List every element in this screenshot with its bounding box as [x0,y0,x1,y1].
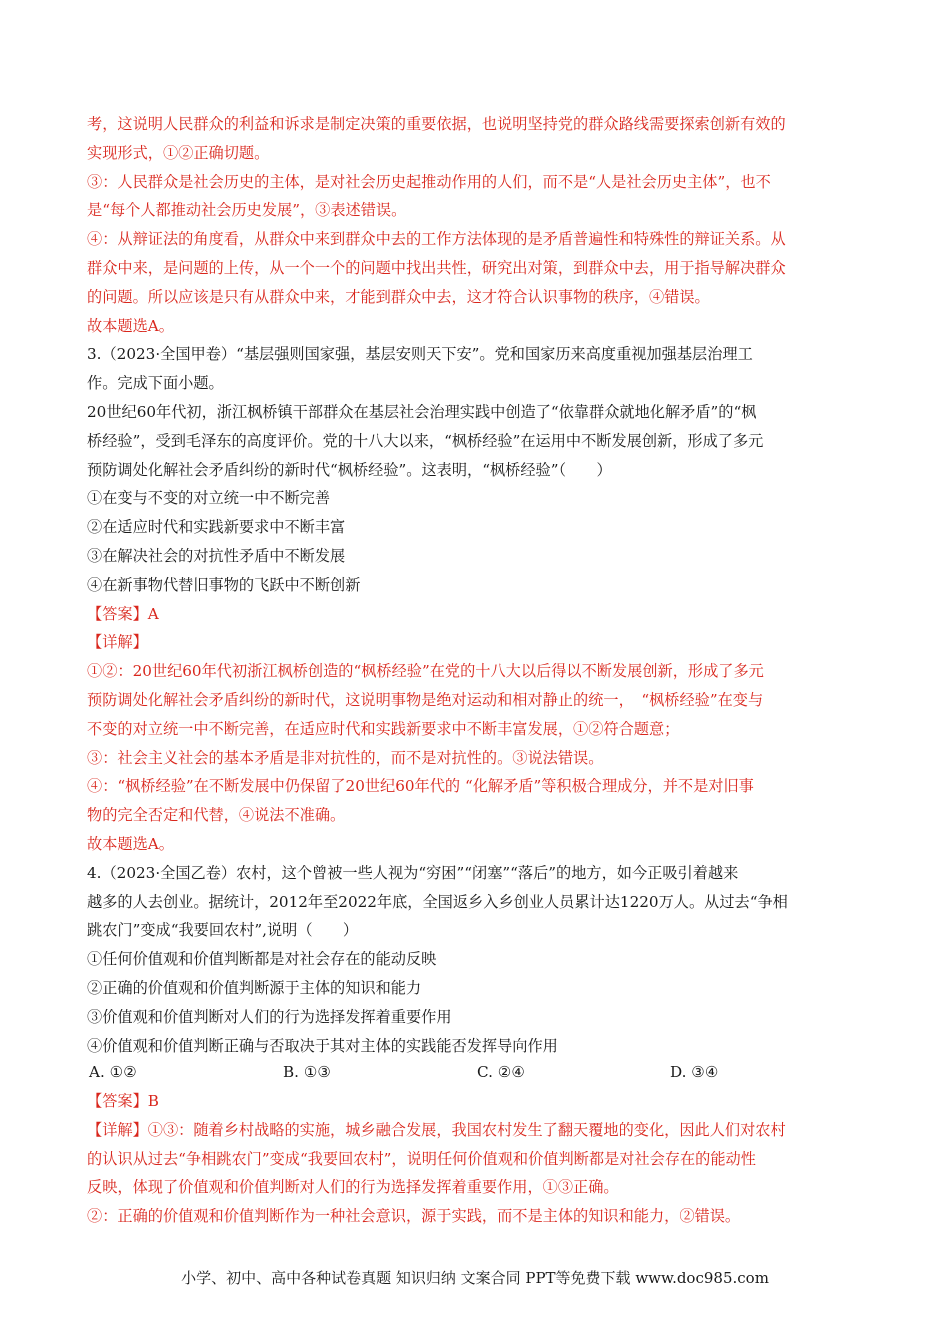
text-line: 不变的对立统一中不断完善，在适应时代和实践新要求中不断丰富发展，①②符合题意； [87,719,680,738]
text-line: 3.（2023·全国甲卷）“基层强则国家强，基层安则天下安”。党和国家历来高度重视加强基层治理工 [87,345,753,364]
text-line: 4.（2023·全国乙卷）农村，这个曾被一些人视为“穷困”“闭塞”“落后”的地方，如今正吸引着越来 [87,863,739,882]
text-line: 是“每个人都推动社会历史发展”，③表述错误。 [87,201,407,220]
text-line: 反映，体现了价值观和价值判断对人们的行为选择发挥着重要作用，①③正确。 [87,1178,619,1197]
text-line: ①②：20世纪60年代初浙江枫桥创造的“枫桥经验”在党的十八大以后得以不断发展创新，形成了多元 [87,662,764,681]
text-line: 【答案】A [87,604,159,623]
text-line: 预防调处化解社会矛盾纠纷的新时代，这说明事物是绝对运动和相对静止的统一， “枫桥经验”在变与 [87,691,764,709]
text-line: ①任何价值观和价值判断都是对社会存在的能动反映 [87,950,437,969]
text-line: ④在新事物代替旧事物的飞跃中不断创新 [87,575,361,594]
text-line: ④：“枫桥经验”在不断发展中仍保留了20世纪60年代的 “化解矛盾”等积极合理成分，并不是对旧事 [87,777,754,796]
text-line: 桥经验”，受到毛泽东的高度评价。党的十八大以来，“枫桥经验”在运用中不断发展创新，形成了多元 [87,431,764,450]
option-c: C. ②④ [477,1063,525,1081]
text-line: 20世纪60年代初，浙江枫桥镇干部群众在基层社会治理实践中创造了“依靠群众就地化解矛盾”的“枫 [87,403,757,421]
text-line: 实现形式，①②正确切题。 [87,143,270,162]
text-line: 的问题。所以应该是只有从群众中来，才能到群众中去，这才符合认识事物的秩序，④错误。 [87,287,710,306]
text-line: ③：社会主义社会的基本矛盾是非对抗性的，而不是对抗性的。③说法错误。 [87,748,604,767]
text-line: 预防调处化解社会矛盾纠纷的新时代“枫桥经验”。这表明，“枫桥经验”（ ） [87,460,612,479]
text-line: ②正确的价值观和价值判断源于主体的知识和能力 [87,979,422,997]
text-line: ④价值观和价值判断正确与否取决于其对主体的实践能否发挥导向作用 [87,1036,558,1055]
text-line: ③价值观和价值判断对人们的行为选择发挥着重要作用 [87,1007,452,1026]
text-line: 【答案】B [87,1092,159,1110]
text-line: ①在变与不变的对立统一中不断完善 [87,489,330,508]
text-line: 的认识从过去“争相跳农门”变成“我要回农村”，说明任何价值观和价值判断都是对社会存在的能动性 [87,1149,756,1168]
text-line: 故本题选A。 [87,835,174,853]
text-line: 考，这说明人民群众的利益和诉求是制定决策的重要依据，也说明坚持党的群众路线需要探索创新有效的 [87,115,786,133]
text-line: 【详解】①③：随着乡村战略的实施，城乡融合发展，我国农村发生了翻天覆地的变化，因此人们对农村 [87,1120,786,1139]
text-line: ④：从辩证法的角度看，从群众中来到群众中去的工作方法体现的是矛盾普遍性和特殊性的辩证关系。从 [87,230,786,249]
text-line: 跳农门”变成“我要回农村”,说明（ ） [87,921,359,940]
text-line: 【详解】 [87,633,148,652]
option-b: B. ①③ [283,1063,332,1081]
text-line: ②在适应时代和实践新要求中不断丰富 [87,518,346,537]
text-line: ③：人民群众是社会历史的主体，是对社会历史起推动作用的人们，而不是“人是社会历史主体”，也不 [87,172,771,191]
option-d: D. ③④ [670,1063,719,1081]
text-line: 作。完成下面小题。 [87,374,224,393]
text-line: ③在解决社会的对抗性矛盾中不断发展 [87,547,346,565]
option-a: A. ①② [89,1063,137,1081]
text-line: 故本题选A。 [87,316,174,335]
text-line: 物的完全否定和代替，④说法不准确。 [87,806,346,825]
text-line: ②：正确的价值观和价值判断作为一种社会意识，源于实践，而不是主体的知识和能力，②错误。 [87,1207,741,1226]
page-footer: 小学、初中、高中各种试卷真题 知识归纳 文案合同 PPT等免费下载 www.doc985.com [181,1269,769,1287]
text-line: 越多的人去创业。据统计，2012年至2022年底，全国返乡入乡创业人员累计达1220万人。从过去“争相 [87,892,788,911]
text-line: 群众中来，是问题的上传，从一个一个的问题中找出共性，研究出对策，到群众中去，用于指导解决群众 [87,259,786,277]
